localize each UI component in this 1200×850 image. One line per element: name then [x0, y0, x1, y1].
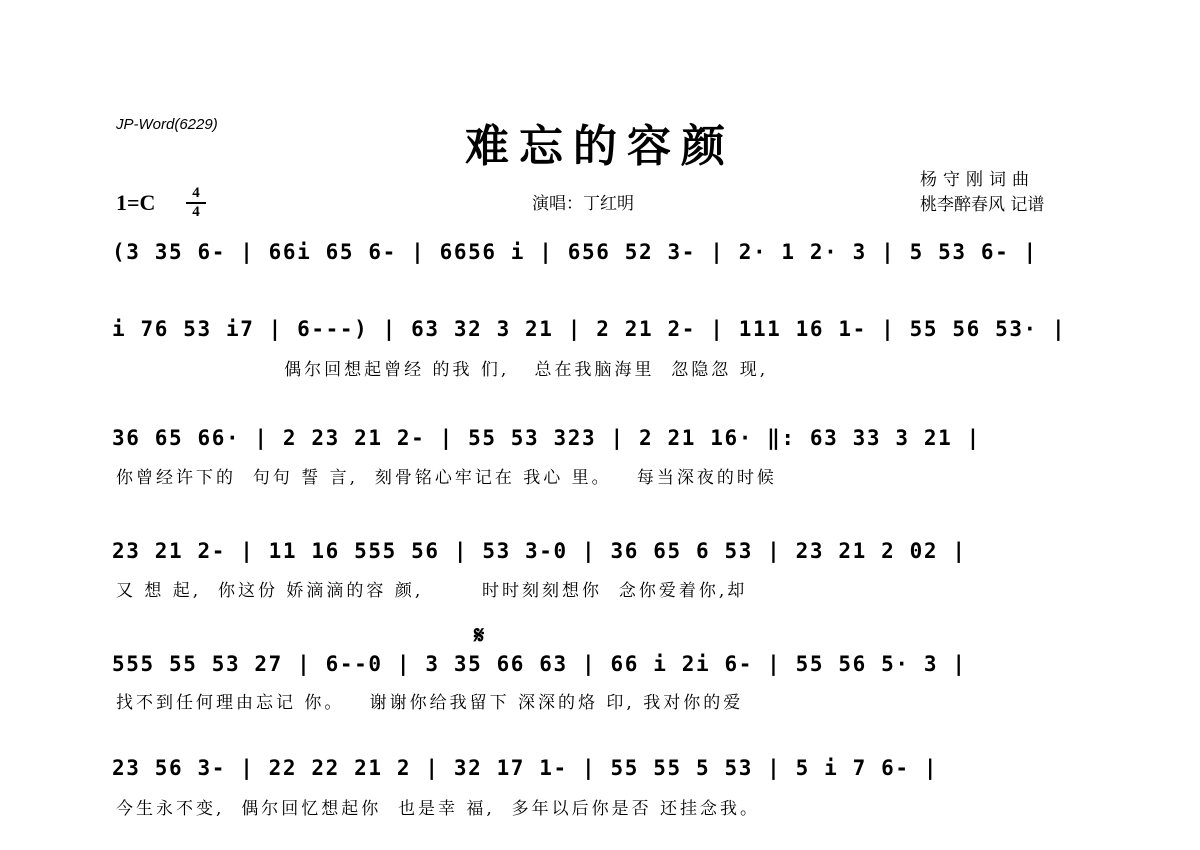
- score-line-1-notes: (3 35 6- | 66i 65 6- | 6656 i | 656 52 3- | 2· 1 2· 3 | 5 53 6- |: [112, 240, 1038, 264]
- score-line-5-lyrics: 找不到任何理由忘记 你。 谢谢你给我留下 深深的烙 印, 我对你的爱: [116, 693, 744, 713]
- software-watermark: JP-Word(6229): [116, 116, 218, 133]
- score-line-6-lyrics: 今生永不变, 偶尔回忆想起你 也是幸 福, 多年以后你是否 还挂念我。: [116, 799, 761, 819]
- score-line-3-lyrics: 你曾经许下的 句句 誓 言, 刻骨铭心牢记在 我心 里。 每当深夜的时候: [116, 468, 777, 488]
- score-line-3-notes: 36 65 66· | 2 23 21 2- | 55 53 323 | 2 21 16· ‖: 63 33 3 21 |: [112, 426, 981, 450]
- segno-sign: 𝄋: [474, 620, 485, 649]
- song-title: 难忘的容颜: [465, 121, 735, 172]
- time-signature-bottom: 4: [192, 204, 200, 220]
- lyricist-credit: 杨守刚词曲: [920, 170, 1035, 190]
- score-line-4-lyrics: 又 想 起, 你这份 娇滴滴的容 颜, 时时刻刻想你 念你爱着你,却: [116, 581, 748, 601]
- score-line-6-notes: 23 56 3- | 22 22 21 2 | 32 17 1- | 55 55 5 53 | 5 i 7 6- |: [112, 756, 939, 780]
- time-signature-top: 4: [192, 185, 200, 201]
- score-line-1-lyrics: [116, 280, 1096, 304]
- singer-credit: 演唱：丁红明: [532, 194, 634, 214]
- transcriber-credit: 桃李醉春风 记谱: [920, 195, 1045, 215]
- key-signature: 1=C: [116, 190, 156, 215]
- score-line-4-notes: 23 21 2- | 11 16 555 56 | 53 3-0 | 36 65 6 53 | 23 21 2 02 |: [112, 539, 967, 563]
- score-line-2-lyrics: 偶尔回想起曾经 的我 们, 总在我脑海里 忽隐忽 现,: [116, 360, 769, 380]
- score-line-5-notes: 555 55 53 27 | 6--0 | 3 35 66 63 | 66 i 2i 6- | 55 56 5· 3 |: [112, 652, 967, 676]
- score-line-2-notes: i 76 53 i7 | 6---) | 63 32 3 21 | 2 21 2- | 111 16 1- | 55 56 53· |: [112, 317, 1067, 341]
- time-signature: [186, 186, 206, 220]
